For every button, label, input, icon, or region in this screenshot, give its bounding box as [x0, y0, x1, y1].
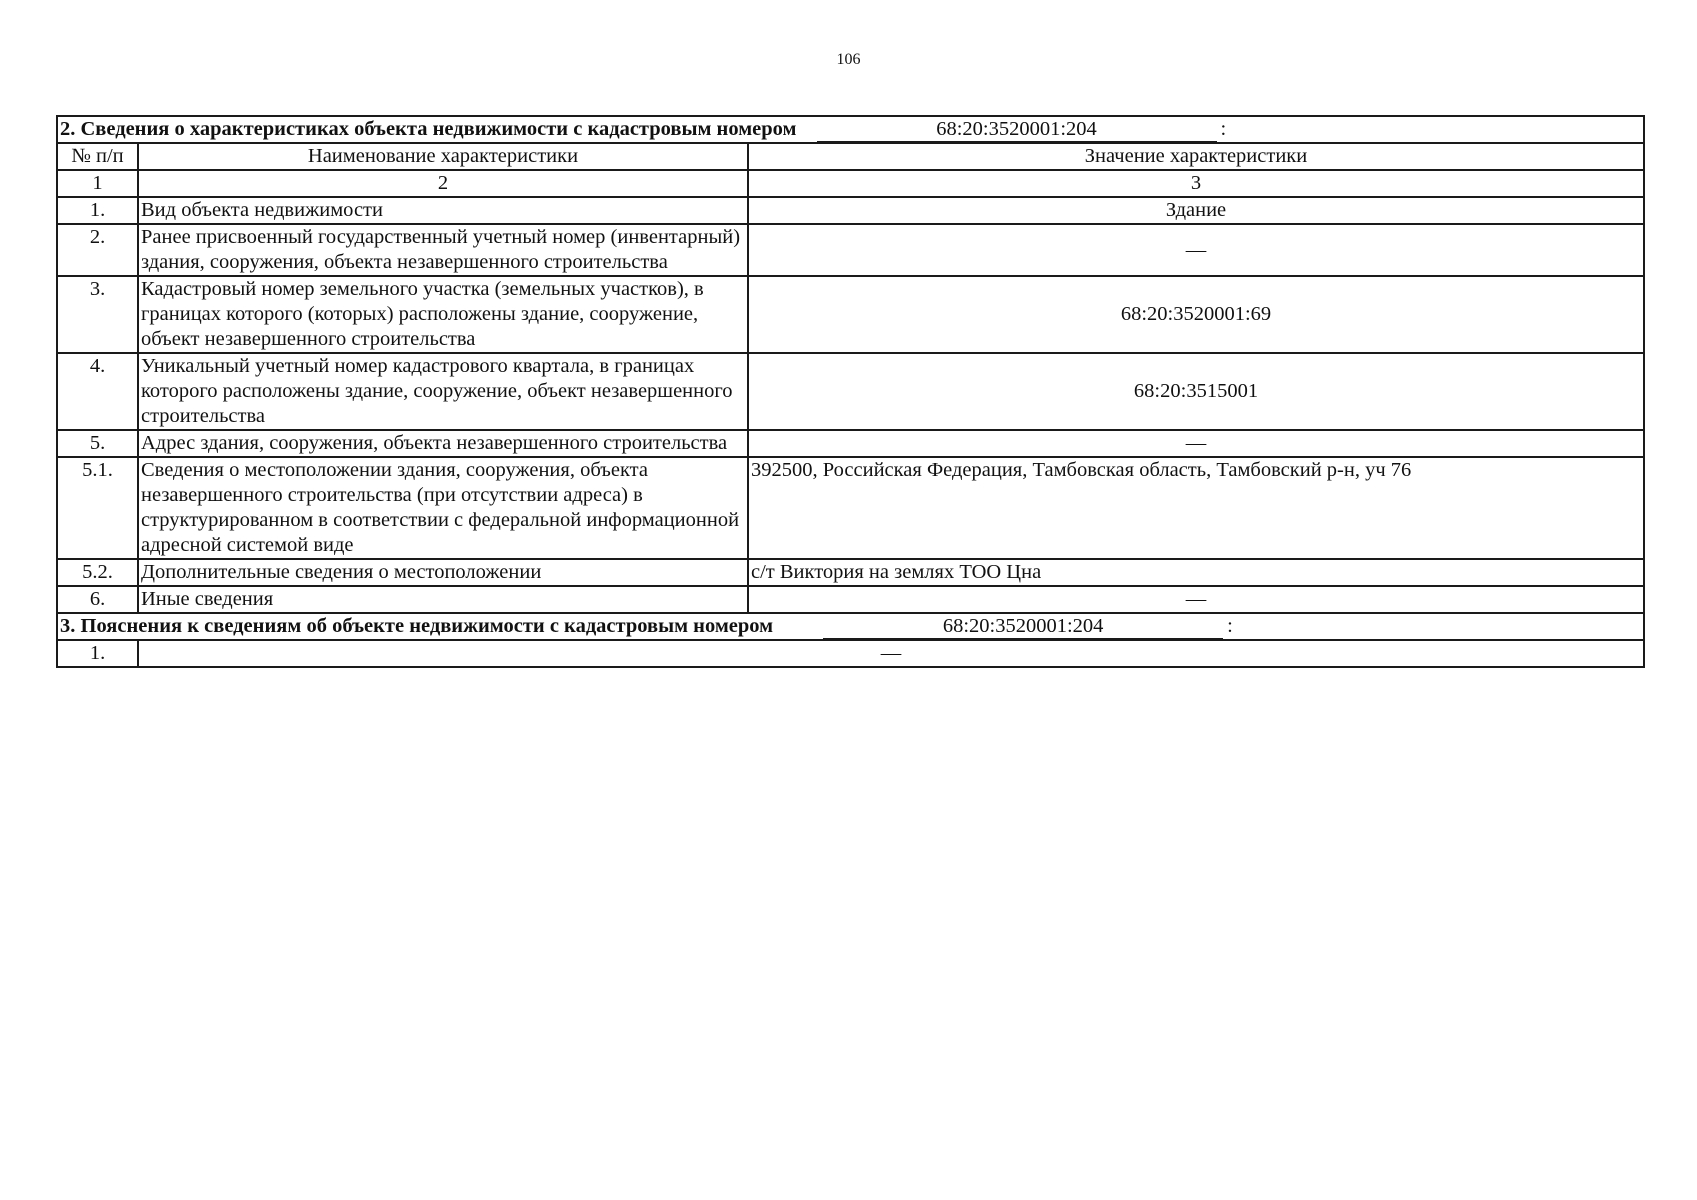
cadastral-table [56, 115, 1645, 668]
row-number: 5.2. [57, 559, 138, 586]
table-row [57, 197, 1644, 224]
row-value: — [748, 586, 1644, 613]
page-number: 106 [836, 51, 861, 68]
column-number-2: 2 [138, 170, 748, 197]
row-name: Сведения о местоположении здания, сооружения, объекта незавершенного строительства (при отсутствии адреса) в структурированном в соответствии с федеральной информационной адресной системой виде [138, 457, 748, 559]
row-name: Вид объекта недвижимости [138, 197, 748, 224]
table-row [57, 353, 1644, 430]
section-2-header-row [57, 116, 1644, 143]
row-value: Здание [748, 197, 1644, 224]
section-3-cadastral-number: 68:20:3520001:204 [823, 615, 1223, 639]
row-value: — [138, 640, 1644, 667]
table-row [57, 430, 1644, 457]
table-row [57, 224, 1644, 276]
section-2-title: 2. Сведения о характеристиках объекта недвижимости с кадастровым номером [60, 118, 797, 140]
column-header-name: Наименование характеристики [138, 143, 748, 170]
row-value: с/т Виктория на землях ТОО Цна [748, 559, 1644, 586]
row-number: 2. [57, 224, 138, 276]
section-3-title: 3. Пояснения к сведениям об объекте недвижимости с кадастровым номером [60, 615, 774, 637]
row-name: Иные сведения [138, 586, 748, 613]
section-2-cadastral-number: 68:20:3520001:204 [817, 118, 1217, 142]
row-number: 4. [57, 353, 138, 430]
row-name: Ранее присвоенный государственный учетный номер (инвентарный) здания, сооружения, объекта незавершенного строительства [138, 224, 748, 276]
column-number-3: 3 [748, 170, 1644, 197]
row-value: 68:20:3520001:69 [748, 276, 1644, 353]
column-header-number: № п/п [57, 143, 138, 170]
row-value: 68:20:3515001 [748, 353, 1644, 430]
row-name: Кадастровый номер земельного участка (земельных участков), в границах которого (которых) расположены здание, сооружение, объект незавершенного строительства [138, 276, 748, 353]
row-number: 1. [57, 197, 138, 224]
table-row [57, 559, 1644, 586]
table-row [57, 586, 1644, 613]
column-number-row [57, 170, 1644, 197]
row-name: Уникальный учетный номер кадастрового квартала, в границах которого расположены здание, сооружение, объект незавершенного строительства [138, 353, 748, 430]
row-number: 1. [57, 640, 138, 667]
section-3-colon: : [1227, 615, 1233, 637]
row-number: 5. [57, 430, 138, 457]
row-name: Адрес здания, сооружения, объекта незавершенного строительства [138, 430, 748, 457]
column-header-value: Значение характеристики [748, 143, 1644, 170]
row-value: — [748, 430, 1644, 457]
column-header-row [57, 143, 1644, 170]
table-row [57, 457, 1644, 559]
row-value: 392500, Российская Федерация, Тамбовская область, Тамбовский р-н, уч 76 [748, 457, 1644, 559]
row-number: 5.1. [57, 457, 138, 559]
row-number: 6. [57, 586, 138, 613]
row-number: 3. [57, 276, 138, 353]
row-name: Дополнительные сведения о местоположении [138, 559, 748, 586]
table-row [57, 276, 1644, 353]
row-value: — [748, 224, 1644, 276]
table-row [57, 640, 1644, 667]
section-3-header-cell [57, 613, 1644, 640]
section-2-colon: : [1220, 118, 1227, 140]
section-3-header-row [57, 613, 1644, 640]
column-number-1: 1 [57, 170, 138, 197]
section-2-header-cell [57, 116, 1644, 143]
